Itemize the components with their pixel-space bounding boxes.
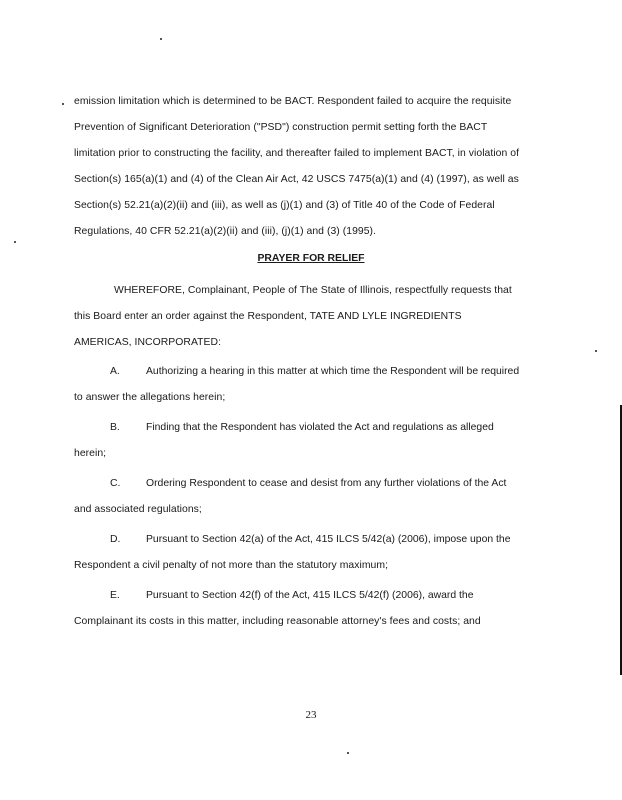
item-continuation: herein; [74, 448, 107, 459]
item-text: Pursuant to Section 42(a) of the Act, 415 ILCS 5/42(a) (2006), impose upon the [146, 534, 511, 545]
item-label: C. [110, 478, 121, 489]
scan-speck [347, 752, 349, 754]
item-text: Authorizing a hearing in this matter at which time the Respondent will be required [146, 366, 520, 377]
paragraph-line: Section(s) 52.21(a)(2)(ii) and (iii), as well as (j)(1) and (3) of Title 40 of the Code of Federal [74, 200, 495, 211]
item-label: D. [110, 534, 121, 545]
item-text: Ordering Respondent to cease and desist from any further violations of the Act [146, 478, 507, 489]
scan-speck [160, 38, 162, 40]
item-continuation: Complainant its costs in this matter, including reasonable attorney's fees and costs; and [74, 616, 481, 627]
intro-line: AMERICAS, INCORPORATED: [74, 337, 222, 348]
paragraph-line: Prevention of Significant Deterioration ("PSD") construction permit setting forth the BACT [74, 122, 488, 133]
item-continuation: to answer the allegations herein; [74, 392, 226, 403]
paragraph-line: Section(s) 165(a)(1) and (4) of the Clean Air Act, 42 USCS 7475(a)(1) and (4) (1997), as well as [74, 174, 519, 185]
scan-speck [595, 350, 597, 352]
scan-speck [62, 103, 64, 105]
section-heading: PRAYER FOR RELIEF [257, 253, 365, 264]
item-text: Pursuant to Section 42(f) of the Act, 415 ILCS 5/42(f) (2006), award the [146, 590, 474, 601]
item-label: E. [110, 590, 120, 601]
item-label: B. [110, 422, 120, 433]
paragraph-line: emission limitation which is determined to be BACT. Respondent failed to acquire the requisite [74, 96, 512, 107]
item-continuation: and associated regulations; [74, 504, 202, 515]
intro-line: this Board enter an order against the Respondent, TATE AND LYLE INGREDIENTS [74, 311, 462, 322]
paragraph-line: limitation prior to constructing the facility, and thereafter failed to implement BACT, in violation of [74, 148, 520, 159]
paragraph-line: Regulations, 40 CFR 52.21(a)(2)(ii) and (iii), (j)(1) and (3) (1995). [74, 226, 376, 237]
intro-line: WHEREFORE, Complainant, People of The State of Illinois, respectfully requests that [114, 285, 512, 296]
item-text: Finding that the Respondent has violated the Act and regulations as alleged [146, 422, 494, 433]
item-continuation: Respondent a civil penalty of not more than the statutory maximum; [74, 560, 389, 571]
page-number: 23 [305, 709, 317, 721]
scan-speck [14, 241, 16, 243]
item-label: A. [110, 366, 120, 377]
